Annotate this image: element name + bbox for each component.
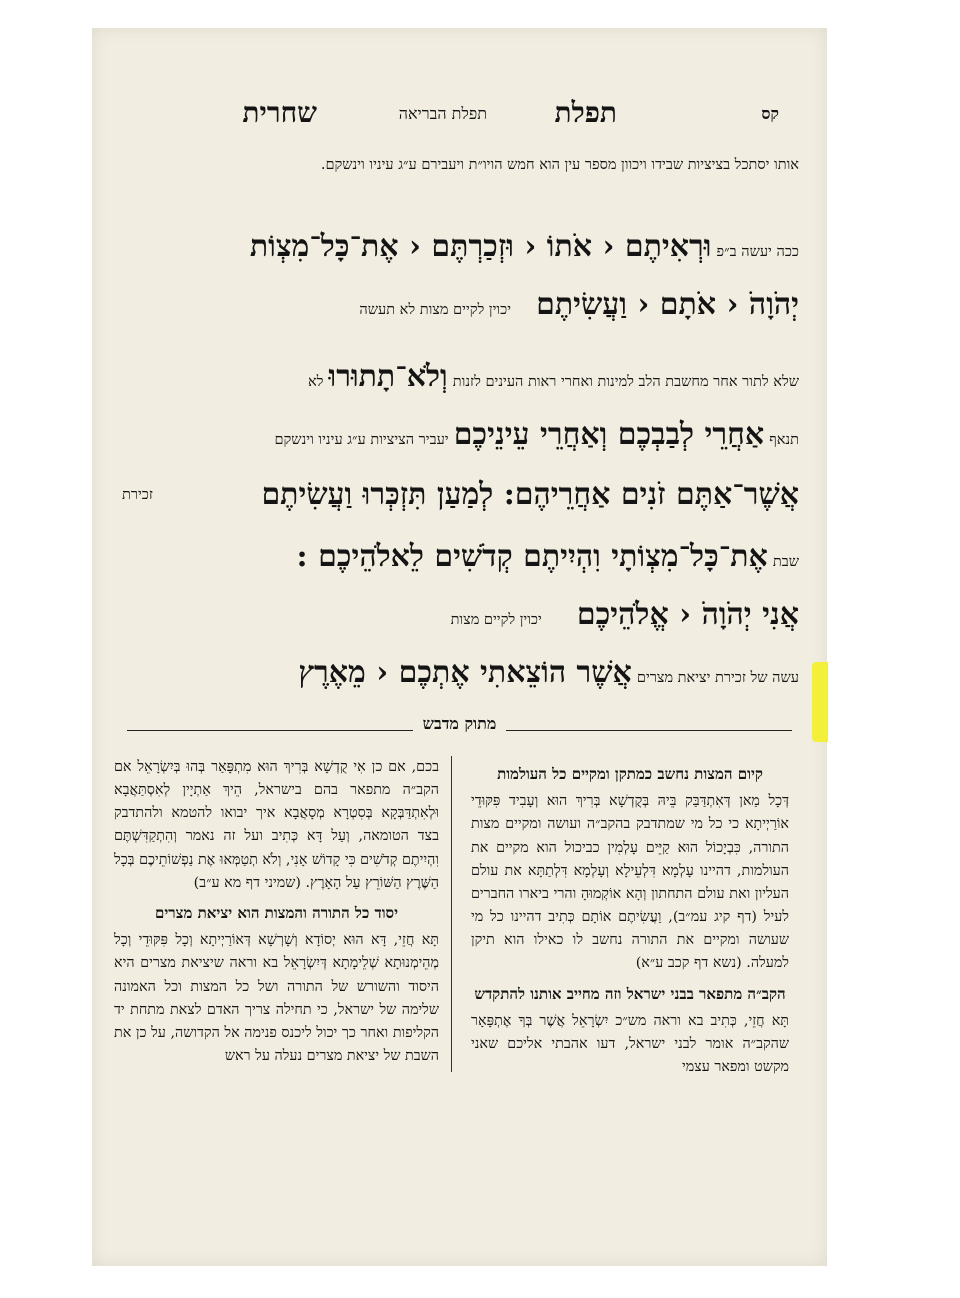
page-subtitle: תפלת הבריאה: [398, 104, 487, 123]
verse-line-7-note: יכוין לקיים מצות: [450, 612, 542, 628]
verse-line-1-text: וּרְאִיתֶם ‹ אֹתוֹ ‹ וּזְכַרְתֶּם ‹ אֶת־כָּל־מִצְוֹת: [249, 229, 712, 264]
page-number: קס: [761, 104, 779, 123]
commentary-paragraph: תָּא חֲזֵי, דָּא הוּא יְסוֹדָא וְשָׁרְשָׁא דְּאוֹרַיְיתָא וְכָל פִּקּוּדֵי וְכָל מְהֵימְנוּתָא שְׁלֵימָתָא דְּיִשְׂרָאֵל בא וראה שיציאת מצרים היא היסוד והשורש של התורה ושל כל המצות וכל האמונה שלימה של ישראל, כי תחילה צריך האדם לצאת מתחת יד הקליפות ואחר כך יכול ליכנס פנימה אל הקדושה, על כן את השבת של יציאת מצרים נעלה על ראש: [114, 932, 439, 1065]
page-title: תפלת: [554, 96, 617, 129]
verse-line-3: [122, 358, 799, 396]
commentary-heading: [92, 714, 827, 734]
commentary-paragraph: תָּא חֲזֵי, כְּתִיב בא וראה מש״כ יִשְׂרָאֵל אֲשֶׁר בְּךָ אֶתְפָּאָר שהקב״ה אומר לבני ישראל, דעו אהבתי אליכם שאני מקשט ומפאר עצמי: [471, 1012, 789, 1076]
verse-line-3-end: לא: [307, 374, 324, 390]
verse-line-7-text: אֲנִי יְהֹוָהֹ ‹ אֱלֹהֵיכֶם: [576, 597, 799, 632]
commentary-right-column: [471, 756, 789, 1083]
verse-line-8: [122, 654, 799, 692]
verse-line-2-text: יְהֹוָהֹ ‹ אֹתָם ‹ וַעֲשִׂיתֶם: [536, 287, 799, 322]
verse-line-8-text: אֲשֶׁר הוֹצֵאתִי אֶתְכֶם ‹ מֵאֶרֶץ: [298, 655, 632, 690]
verse-line-4-prefix: תנאף: [769, 432, 799, 448]
verse-line-1: [122, 228, 799, 266]
intro-line: אותו יסתכל בציציות שבידו ויכוון מספר עין הוא חמש הויו״ת ויעבירם ע״ג עיניו וינשקם.: [320, 157, 799, 173]
sticky-tab: [812, 662, 828, 742]
section-title: שחרית: [242, 96, 317, 129]
verse-line-4: [122, 416, 799, 454]
verse-line-2-note: יכוין לקיים מצות לא תעשה: [359, 302, 512, 318]
commentary-subheading: הקב״ה מתפאר בבני ישראל וזה מחייב אותנו להתקדש: [474, 984, 786, 1003]
commentary-left-column: [114, 756, 452, 1072]
page-header: [132, 76, 787, 129]
verse-line-7: [122, 596, 799, 634]
commentary-paragraph: בכם, אם כן אִי קֻדְשָׁא בְּרִיךְ הוּא מִתְפָּאַר בְּהוּ בְּיִשְׂרָאֵל אם הקב״ה מתפאר בהם בישראל, הֵיךְ אַתְיָין לְאִסְתַּאֲבָא וּלְאִתְדַּבְּקָא בְּסִטְרָא מְסָאֲבָא איך יבואו להטמא ולהתדבק בצד הטומאה, וְעַל דָּא כְּתִיב ועל זה נאמר וְהִתְקַדִּשְׁתֶּם וִהְיִיתֶם קְדֹשִׁים כִּי קָדוֹשׁ אָנִי, וְלֹא תְטַמְּאוּ אֶת נַפְשׁוֹתֵיכֶם בְּכָל הַשֶּׁרֶץ הַשּׁוֹרֵץ עַל הָאָרֶץ. (שמיני דף מא ע״ב): [114, 759, 439, 891]
verse-line-2: [122, 286, 799, 324]
verse-line-6: [122, 538, 799, 576]
commentary-paragraph: דְּכָל מַאן דְּאִתְדַּבַּק בֵּיהּ בְּקֻדְשָׁא בְּרִיךְ הוּא וְעָבִיד פִּקּוּדֵי אוֹרַיְיתָא כי כל מי שמתדבק בהקב״ה ועושה ומקיים מצות התורה, כִּבְיָכוֹל הוּא קַיֵּים עָלְמִין כביכול הוא מקיים את העולמות, דהיינו עָלְמָא דִּלְעֵילָא וְעָלְמָא דִּלְתַתָּא את עולם העליון ואת עולם התחתון וְהָא אוֹקְמוּהָ והרי ביארו החברים לעיל (דף קיג עמ״ב), וַעֲשִׂיתֶם אוֹתָם כְּתִיב דהיינו כל מי שעושה ומקיים את התורה נחשב לו כאילו הוא תיקן למעלה. (נשא דף קכב ע״א): [471, 793, 789, 972]
verse-line-8-intro: עשה של זכירת יציאת מצרים: [636, 670, 799, 686]
verse-line-5: [122, 476, 799, 514]
verse-line-5-note: זכירת: [122, 487, 153, 503]
verse-line-4-note: יעביר הציציות ע״ג עיניו וינשקם: [274, 432, 449, 448]
verse-line-3-text: וְלֹא־תָתוּרוּ: [328, 359, 448, 394]
commentary-subheading: יסוד כל התורה והמצות הוא יציאת מצרים: [154, 903, 399, 922]
verse-line-3-intro: שלא לתור אחר מחשבת הלב למינות ואחרי ראות העינים לזנות: [452, 374, 799, 390]
commentary-subheading: קיום המצות נחשב כמתקן ומקיים כל העולמות: [497, 765, 763, 783]
book-page: [92, 28, 827, 1266]
commentary-title: מתוק מדבש: [413, 714, 507, 733]
verse-line-4-text: אַחֲרֵי לְבַבְכֶם וְאַחֲרֵי עֵינֵיכֶם: [453, 417, 765, 452]
verse-line-5-text: אֲשֶׁר־אַתֶּם זֹנִים אַחֲרֵיהֶם: לְמַעַן תִּזְכְּרוּ וַעֲשִׂיתֶם: [261, 477, 799, 512]
verse-line-6-prefix: שבת: [772, 554, 799, 570]
verse-line-6-text: אֶת־כָּל־מִצְוֹתָי וִהְיִיתֶם קְדֹשִׁים לֵאלֹהֵיכֶם :: [296, 539, 768, 574]
verse-line-1-prefix: ככה יעשה ב״פ: [716, 244, 799, 260]
